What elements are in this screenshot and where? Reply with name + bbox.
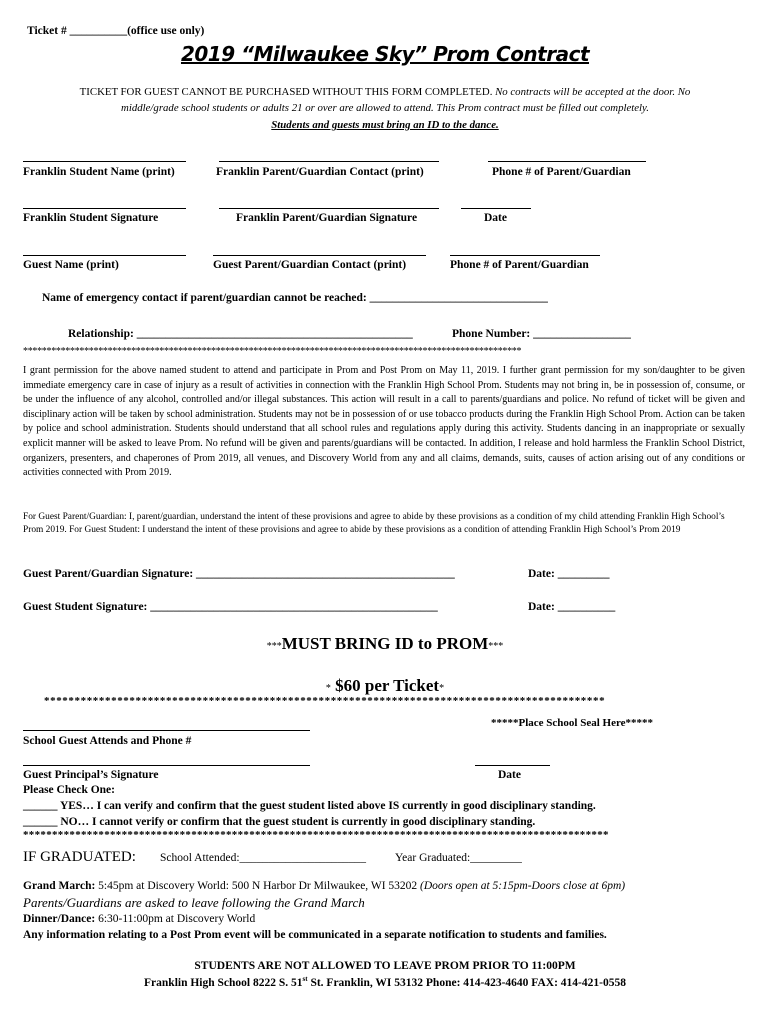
guest-parent-contact-label: Guest Parent/Guardian Contact (print) <box>213 259 407 271</box>
notice-line-1 <box>0 86 770 98</box>
guest-parent-contact-line[interactable] <box>213 255 426 256</box>
footer-sup: st <box>302 975 308 983</box>
page-title: 2019 “Milwaukee Sky” Prom Contract <box>180 42 590 66</box>
footer-school: Franklin High School 8222 S. 51 <box>144 976 303 989</box>
student-signature-line[interactable] <box>23 208 186 209</box>
school-seal-placeholder: *****Place School Seal Here***** <box>491 717 654 729</box>
grand-march-text: 5:45pm at Discovery World: 500 N Harbor Dr Milwaukee, WI 53202 <box>95 880 421 892</box>
footer-notice: STUDENTS ARE NOT ALLOWED TO LEAVE PROM PRIOR TO 11:00PM <box>194 960 576 972</box>
guest-student-date-field[interactable]: Date: __________ <box>528 601 616 613</box>
divider-stars-3: ***************************************************************************************************** <box>23 829 609 841</box>
ticket-price <box>0 676 770 696</box>
id-notice: Students and guests must bring an ID to the dance. <box>271 119 499 131</box>
grand-march-label: Grand March: <box>23 880 96 892</box>
must-bring-stars-pre: *** <box>266 641 282 652</box>
ticket-number-line: Ticket # __________(office use only) <box>27 25 205 37</box>
dinner-dance-line <box>23 913 255 925</box>
principal-date-line[interactable] <box>475 765 550 766</box>
dinner-label: Dinner/Dance: <box>23 913 96 925</box>
check-one-title: Please Check One: <box>23 784 115 796</box>
principal-signature-line[interactable] <box>23 765 310 766</box>
notice-line-2: middle/grade school students or adults 21 or over are allowed to attend. This Prom contract must be filled out completely. <box>121 102 649 114</box>
grand-march-line <box>23 880 625 892</box>
price-text: $60 per Ticket <box>330 676 440 695</box>
parent-contact-line[interactable] <box>219 161 439 162</box>
guest-agreement-paragraph: For Guest Parent/Guardian: I, parent/guardian, understand the intent of these provisions and agree to abide by these provisions as a condition of my child attending Franklin High School’s Prom 2019. For Guest Student: I understand the intent of these provisions and agree to abide by these provisions as a condition of attending Franklin High School’s Prom 2019 <box>23 512 725 535</box>
emergency-contact-field[interactable]: Name of emergency contact if parent/guardian cannot be reached: _______________________________ <box>42 292 548 304</box>
footer-address <box>0 975 770 989</box>
price-star-post: * <box>439 683 445 694</box>
date-line[interactable] <box>461 208 531 209</box>
price-star-pre: * <box>325 683 331 694</box>
guest-parent-date-field[interactable]: Date: _________ <box>528 568 610 580</box>
parent-contact-label: Franklin Parent/Guardian Contact (print) <box>216 166 424 178</box>
must-bring-id-notice <box>0 634 770 654</box>
parent-phone-label: Phone # of Parent/Guardian <box>492 166 631 178</box>
year-graduated-field[interactable]: Year Graduated:_________ <box>395 852 522 864</box>
guest-parent-phone-label: Phone # of Parent/Guardian <box>450 259 589 271</box>
phone-number-field[interactable]: Phone Number: _________________ <box>452 328 631 340</box>
guest-parent-phone-line[interactable] <box>450 255 600 256</box>
principal-signature-label: Guest Principal’s Signature <box>23 769 159 781</box>
guest-name-label: Guest Name (print) <box>23 259 119 271</box>
divider-stars-1: ********************************************************************************************************** <box>23 346 522 357</box>
guest-student-signature-field[interactable]: Guest Student Signature: __________________________________________________ <box>23 601 438 613</box>
parent-signature-line[interactable] <box>219 208 439 209</box>
footer-address-rest: St. Franklin, WI 53132 Phone: 414-423-4640 FAX: 414-421-0558 <box>307 976 626 989</box>
guest-name-line[interactable] <box>23 255 186 256</box>
dinner-text: 6:30-11:00pm at Discovery World <box>95 913 256 925</box>
graduated-label: IF GRADUATED: <box>23 849 136 865</box>
must-bring-stars-post: *** <box>488 641 504 652</box>
student-name-line[interactable] <box>23 161 186 162</box>
grand-march-doors: (Doors open at 5:15pm-Doors close at 6pm) <box>420 880 626 892</box>
parent-signature-label: Franklin Parent/Guardian Signature <box>236 212 418 224</box>
divider-stars-2: ******************************************************************************************** <box>44 695 606 707</box>
principal-date-label: Date <box>498 769 521 781</box>
check-yes-option[interactable]: ______ YES… I can verify and confirm that the guest student listed above IS currently in good disciplinary standing. <box>23 800 596 812</box>
must-bring-text: MUST BRING ID to PROM <box>281 634 489 653</box>
parent-phone-line[interactable] <box>488 161 646 162</box>
check-no-option[interactable]: ______ NO… I cannot verify or confirm that the guest student is currently in good disciplinary standing. <box>23 816 536 828</box>
school-attended-field[interactable]: School Attended:______________________ <box>160 852 367 864</box>
relationship-field[interactable]: Relationship: ________________________________________________ <box>68 328 413 340</box>
school-guest-line[interactable] <box>23 730 310 731</box>
parents-leave-notice: Parents/Guardians are asked to leave following the Grand March <box>23 895 365 910</box>
date-label: Date <box>484 212 507 224</box>
post-prom-notice: Any information relating to a Post Prom event will be communicated in a separate notification to students and families. <box>23 929 607 941</box>
student-name-label: Franklin Student Name (print) <box>23 166 175 178</box>
notice-italic-1: No contracts will be accepted at the door. No <box>495 86 691 98</box>
permission-paragraph: I grant permission for the above named student to attend and participate in Prom and Post Prom on May 11, 2019. I further grant permission for my son/daughter to be given immediate emergency care in case of injury as a result of activities in connection with the Franklin High School Prom. Students may not bring in, be in possession of, consume, or be under the influence of any alcohol, controlled and/or illegal substances. This action will result in a call to parents/guardians and police. No refund of ticket will be given and disciplinary action will be taken by school administration. Students may not be in possession of or use tobacco products during the Franklin High School Prom. Action can be taken by police and school administration. Students should understand that all school rules and regulations apply during this activity. Students dancing in an inappropriate or sexually explicit manner will be asked to leave Prom. No refund will be given and parents/guardians will be contacted. In addition, I release and hold harmless the Franklin School District, organizers, presenters, and chaperones of Prom 2019, all venues, and Discovery World from any and all claims, demands, suits, causes of action arising out of any conditions or activities connected with Prom 2019. <box>23 365 745 479</box>
school-guest-label: School Guest Attends and Phone # <box>23 735 192 747</box>
notice-plain: TICKET FOR GUEST CANNOT BE PURCHASED WITHOUT THIS FORM COMPLETED. <box>79 86 493 98</box>
guest-parent-signature-field[interactable]: Guest Parent/Guardian Signature: _____________________________________________ <box>23 568 455 580</box>
student-signature-label: Franklin Student Signature <box>23 212 159 224</box>
